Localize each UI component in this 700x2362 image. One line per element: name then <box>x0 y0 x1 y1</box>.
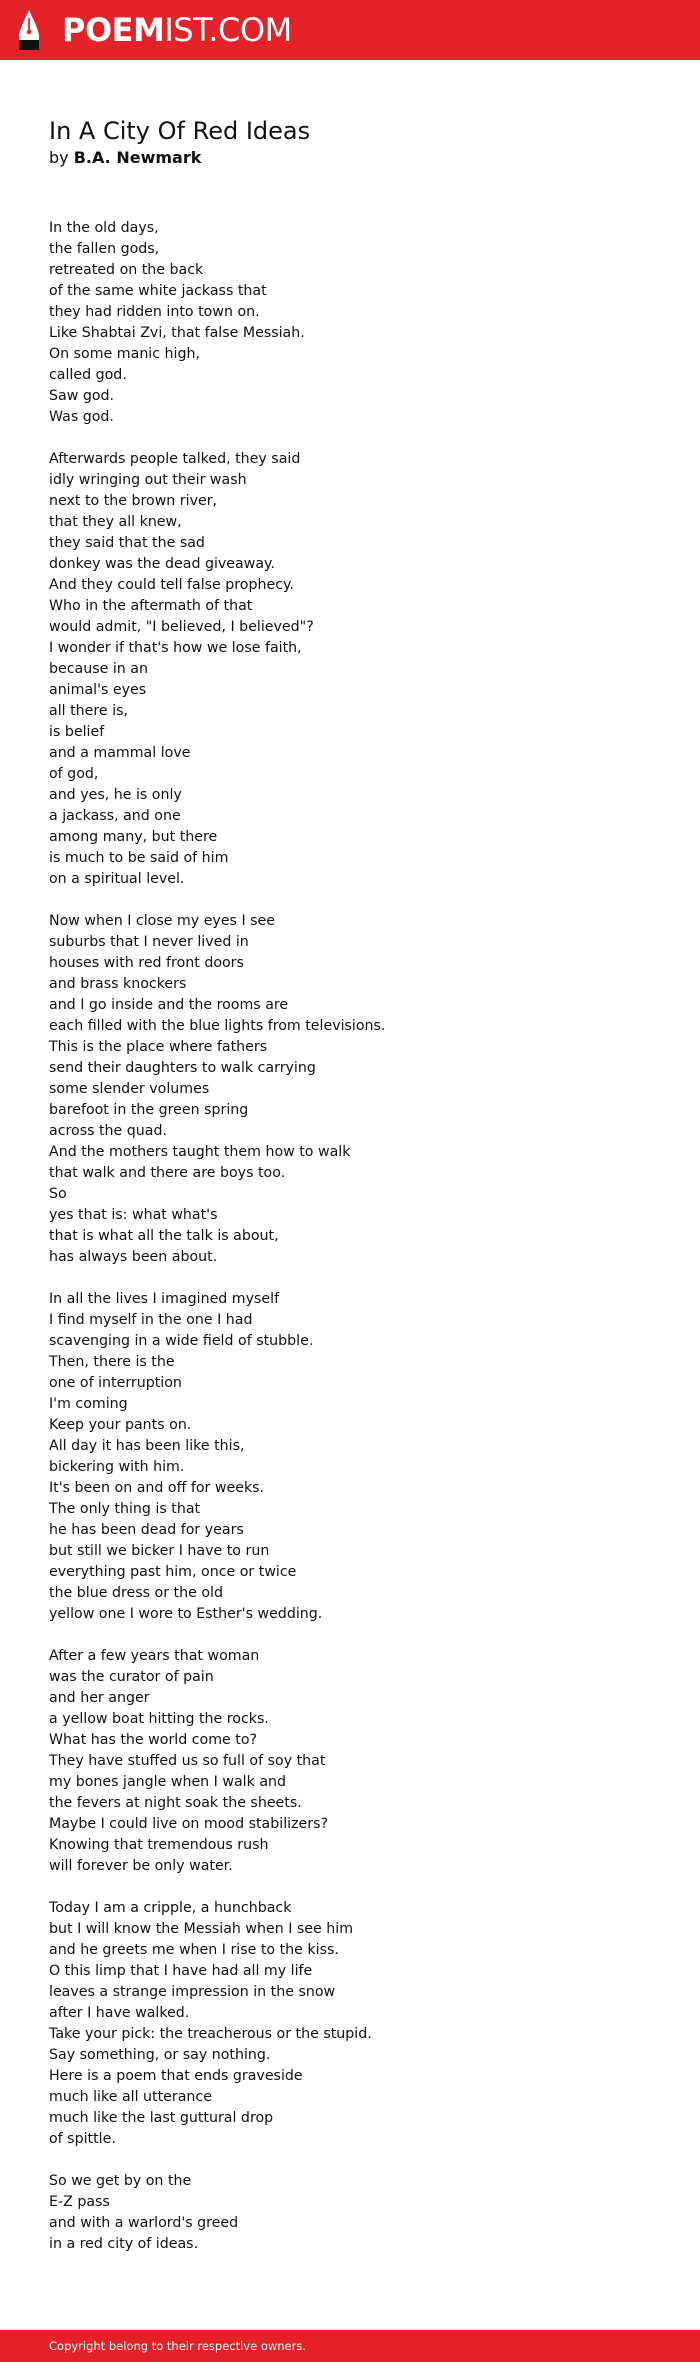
poem-line: Say something, or say nothing. <box>49 2047 271 2063</box>
poem-line: send their daughters to walk carrying <box>49 1060 316 1076</box>
poem-line: they had ridden into town on. <box>49 304 260 320</box>
poem-line: All day it has been like this, <box>49 1438 245 1454</box>
poem-line: E-Z pass <box>49 2194 110 2210</box>
poem-line: Was god. <box>49 409 114 425</box>
poem-stanza <box>49 1898 669 2150</box>
poem-stanza <box>49 1646 669 1877</box>
poem-line: a yellow boat hitting the rocks. <box>49 1711 269 1727</box>
poem-line: the blue dress or the old <box>49 1585 223 1601</box>
poem-line: he has been dead for years <box>49 1522 244 1538</box>
poem-line: on a spiritual level. <box>49 871 185 887</box>
poem-line: I'm coming <box>49 1396 128 1412</box>
poem-line: Maybe I could live on mood stabilizers? <box>49 1816 329 1832</box>
poem-line: has always been about. <box>49 1249 218 1265</box>
poem-line: much like all utterance <box>49 2089 212 2105</box>
poem-line: retreated on the back <box>49 262 204 278</box>
poem-line: that walk and there are boys too. <box>49 1165 286 1181</box>
poem-line: because in an <box>49 661 148 677</box>
site-header <box>0 0 700 60</box>
poem-line: and brass knockers <box>49 976 187 992</box>
poem-line: And the mothers taught them how to walk <box>49 1144 351 1160</box>
poem-line: across the quad. <box>49 1123 167 1139</box>
poem-line: bickering with him. <box>49 1459 185 1475</box>
poem-line: Take your pick: the treacherous or the stupid. <box>49 2026 372 2042</box>
poem-line: of god, <box>49 766 99 782</box>
poem-line: leaves a strange impression in the snow <box>49 1984 336 2000</box>
poem-line: yellow one I wore to Esther's wedding. <box>49 1606 323 1622</box>
poem-line: What has the world come to? <box>49 1732 258 1748</box>
poem-line: among many, but there <box>49 829 218 845</box>
poem-line: Here is a poem that ends graveside <box>49 2068 303 2084</box>
poem-line: After a few years that woman <box>49 1648 260 1664</box>
poem-line: will forever be only water. <box>49 1858 233 1874</box>
site-logo[interactable] <box>16 8 292 52</box>
poem-line: On some manic high, <box>49 346 200 362</box>
poem-line: they said that the sad <box>49 535 205 551</box>
poem-line: Saw god. <box>49 388 115 404</box>
poem-line: And they could tell false prophecy. <box>49 577 294 593</box>
poem-line: This is the place where fathers <box>49 1039 268 1055</box>
poem-line: and a mammal love <box>49 745 191 761</box>
poem-line: It's been on and off for weeks. <box>49 1480 265 1496</box>
poem-line: They have stuffed us so full of soy that <box>49 1753 326 1769</box>
poem-line: suburbs that I never lived in <box>49 934 249 950</box>
poem-line: Like Shabtai Zvi, that false Messiah. <box>49 325 305 341</box>
poem-line: a jackass, and one <box>49 808 181 824</box>
poem-line: and I go inside and the rooms are <box>49 997 289 1013</box>
poem-line: of spittle. <box>49 2131 116 2147</box>
poem-line: that they all knew, <box>49 514 182 530</box>
poem-line: O this limp that I have had all my life <box>49 1963 313 1979</box>
poem-line: animal's eyes <box>49 682 147 698</box>
logo-wordmark <box>62 11 292 49</box>
poem-line: donkey was the dead giveaway. <box>49 556 275 572</box>
poem-stanza <box>49 1289 669 1625</box>
poem-stanza <box>49 449 669 890</box>
poem-stanza <box>49 2171 669 2255</box>
poem-line: much like the last guttural drop <box>49 2110 274 2126</box>
poem-line: in a red city of ideas. <box>49 2236 199 2252</box>
poem-line: would admit, "I believed, I believed"? <box>49 619 314 635</box>
poem-stanza <box>49 218 669 428</box>
poem-body <box>49 218 669 2276</box>
poem-line: everything past him, once or twice <box>49 1564 297 1580</box>
poem-line: some slender volumes <box>49 1081 210 1097</box>
poem-line: Now when I close my eyes I see <box>49 913 276 929</box>
poem-line: houses with red front doors <box>49 955 244 971</box>
poem-line: I wonder if that's how we lose faith, <box>49 640 302 656</box>
poem-line: In all the lives I imagined myself <box>49 1291 280 1307</box>
logo-wordmark-bold: POEM <box>62 11 165 49</box>
fountain-pen-nib-icon <box>16 9 42 51</box>
poem-line: each filled with the blue lights from televisions. <box>49 1018 386 1034</box>
poem-line: but I will know the Messiah when I see him <box>49 1921 354 1937</box>
poem-line: I find myself in the one I had <box>49 1312 253 1328</box>
logo-wordmark-light: IST.COM <box>164 11 292 49</box>
poem-line: was the curator of pain <box>49 1669 214 1685</box>
poem-line: barefoot in the green spring <box>49 1102 249 1118</box>
poem-line: my bones jangle when I walk and <box>49 1774 287 1790</box>
poem-line: idly wringing out their wash <box>49 472 247 488</box>
poem-line: So <box>49 1186 67 1202</box>
poem-line: and yes, he is only <box>49 787 182 803</box>
poem-line: Afterwards people talked, they said <box>49 451 301 467</box>
poem-line: called god. <box>49 367 127 383</box>
poem-author[interactable]: B.A. Newmark <box>73 148 202 167</box>
poem-title: In A City Of Red Ideas <box>49 117 311 145</box>
poem-line: Then, there is the <box>49 1354 175 1370</box>
poem-line: Knowing that tremendous rush <box>49 1837 269 1853</box>
poem-line: is much to be said of him <box>49 850 229 866</box>
poem-line: of the same white jackass that <box>49 283 267 299</box>
poem-line: that is what all the talk is about, <box>49 1228 279 1244</box>
poem-line: The only thing is that <box>49 1501 201 1517</box>
poem-line: and her anger <box>49 1690 150 1706</box>
poem-line: yes that is: what what's <box>49 1207 218 1223</box>
poem-line: Keep your pants on. <box>49 1417 192 1433</box>
poem-line: In the old days, <box>49 220 159 236</box>
poem-byline <box>49 147 201 169</box>
poem-line: but still we bicker I have to run <box>49 1543 270 1559</box>
byline-by-label: by <box>49 148 69 167</box>
poem-line: is belief <box>49 724 105 740</box>
poem-line: Today I am a cripple, a hunchback <box>49 1900 292 1916</box>
site-footer <box>0 2330 700 2362</box>
poem-line: and he greets me when I rise to the kiss. <box>49 1942 339 1958</box>
poem-line: next to the brown river, <box>49 493 218 509</box>
poem-stanza <box>49 911 669 1268</box>
footer-copyright: Copyright belong to their respective owners. <box>49 2339 307 2353</box>
poem-line: after I have walked. <box>49 2005 190 2021</box>
poem-line: So we get by on the <box>49 2173 192 2189</box>
poem-line: one of interruption <box>49 1375 182 1391</box>
poem-line: the fallen gods, <box>49 241 160 257</box>
poem-line: all there is, <box>49 703 128 719</box>
poem-line: and with a warlord's greed <box>49 2215 239 2231</box>
poem-line: the fevers at night soak the sheets. <box>49 1795 302 1811</box>
poem-line: scavenging in a wide field of stubble. <box>49 1333 314 1349</box>
poem-line: Who in the aftermath of that <box>49 598 253 614</box>
